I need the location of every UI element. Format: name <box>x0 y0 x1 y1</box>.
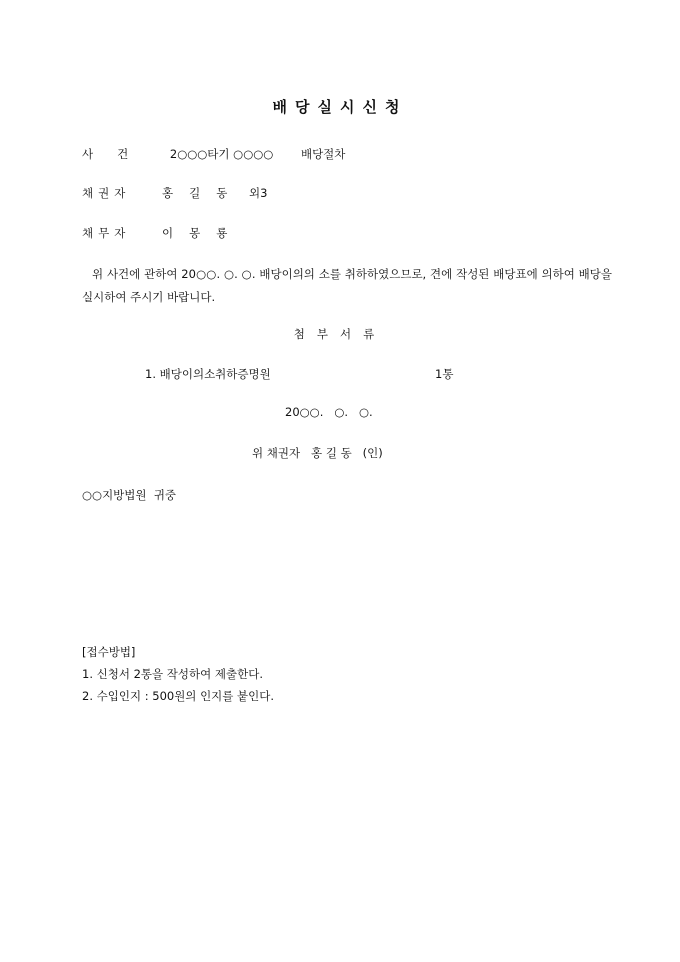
debtor-name: 이몽룡 <box>161 226 244 240</box>
attachment-item-count: 1통 <box>435 367 454 381</box>
reception-item: 2. 수입인지 : 500원의 인지를 붙인다. <box>82 689 275 703</box>
creditor-suffix: 외3 <box>248 186 268 200</box>
debtor-row <box>82 225 243 241</box>
attachments-heading: 첨부서류 <box>293 327 387 341</box>
case-name: 배당절차 <box>300 147 346 161</box>
debtor-label: 채무자 <box>82 226 131 240</box>
document-title: 배당실시신청 <box>272 98 408 116</box>
reception-heading: [접수방법] <box>82 645 136 659</box>
creditor-label: 채권자 <box>82 186 131 200</box>
attachment-item <box>145 366 271 382</box>
case-number: 2○○○타기 ○○○○ <box>169 147 274 161</box>
request-body-text: 위 사건에 관하여 20○○. ○. ○. 배당이의의 소를 취하하였으므로, 견에 작성된 배당표에 의하여 배당을 실시하여 주시기 바랍니다. <box>82 267 612 304</box>
court-addressee: ○○지방법원 귀중 <box>82 488 177 502</box>
case-row <box>82 146 345 162</box>
attachment-item-label: 1. 배당이의소취하증명원 <box>145 367 271 381</box>
document-date: 20○○. ○. ○. <box>285 405 373 419</box>
case-label: 사건 <box>82 147 153 161</box>
reception-item: 1. 신청서 2통을 작성하여 제출한다. <box>82 667 263 681</box>
signature-line: 위 채권자 홍 길 동 (인) <box>252 446 383 460</box>
creditor-name: 홍길동 <box>161 186 244 200</box>
request-body <box>82 263 612 309</box>
creditor-row <box>82 185 267 201</box>
